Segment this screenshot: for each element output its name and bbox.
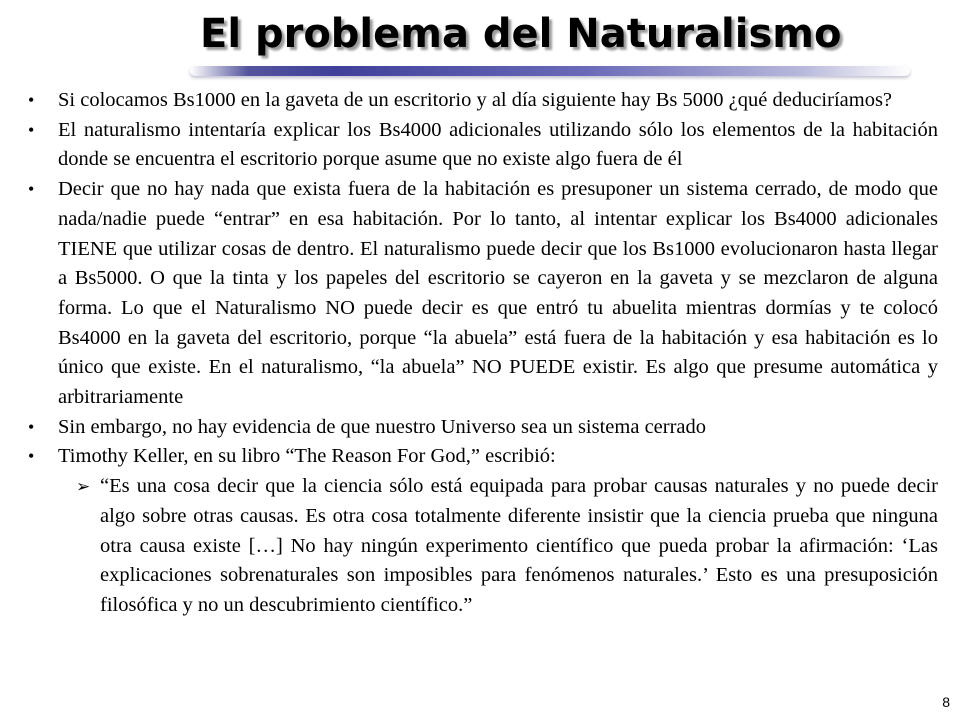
- title-underline-bar: [190, 66, 910, 76]
- arrow-bullet-icon: ➢: [76, 477, 91, 497]
- page-number: 8: [942, 694, 950, 710]
- bullet-text: Decir que no hay nada que exista fuera de la habitación es presuponer un sistema cerrado, de modo que nada/nadie puede “entrar” en esa habitación. Por lo tanto, al intentar explicar los Bs4000 adicionales TIENE que utilizar cosas de dentro. El naturalismo puede decir que los Bs1000 evolucionaron hasta llegar a Bs5000. O que la tinta y los papeles del escritorio se cayeron en la gaveta y se mezclaron de alguna forma. Lo que el Naturalismo NO puede decir es que entró tu abuelita mientras dormías y te colocó Bs4000 en la gaveta del escritorio, porque “la abuela” está fuera de la habitación y esa habitación es lo único que existe. En el naturalismo, “la abuela” NO PUEDE existir. Es algo que presume automática y arbitrariamente: [58, 178, 938, 409]
- quote-item: [76, 472, 938, 621]
- bullet-text: Si colocamos Bs1000 en la gaveta de un escritorio y al día siguiente hay Bs 5000 ¿qué deduciríamos?: [58, 89, 893, 111]
- bullet-text: Sin embargo, no hay evidencia de que nuestro Universo sea un sistema cerrado: [58, 415, 707, 438]
- bullet-dot-icon: •: [28, 119, 35, 140]
- bullet-dot-icon: •: [28, 446, 35, 467]
- bullet-dot-icon: •: [28, 416, 35, 437]
- bullet-dot-icon: •: [28, 179, 35, 200]
- slide-title: El problema del Naturalismo: [200, 11, 842, 57]
- bullet-item: [24, 175, 938, 413]
- bullet-item: [24, 86, 938, 116]
- bullet-item: [24, 413, 938, 443]
- bullet-text: El naturalismo intentaría explicar los Bs4000 adicionales utilizando sólo los elementos de la habitación donde se encuentra el escritorio porque asume que no existe algo fuera de él: [58, 118, 938, 171]
- quote-text: “Es una cosa decir que la ciencia sólo está equipada para probar causas naturales y no puede decir algo sobre otras causas. Es otra cosa totalmente diferente insistir que la ciencia prueba que ninguna otra causa existe […] No hay ningún experimento científico que pueda probar la afirmación: ‘Las explicaciones sobrenaturales son imposibles para fenómenos naturales.’ Esto es una presuposición filosófica y no un descubrimiento científico.”: [100, 475, 938, 616]
- bullet-list: [24, 86, 938, 621]
- bullet-text: Timothy Keller, en su libro “The Reason For God,” escribió:: [58, 445, 556, 468]
- bullet-item: [24, 116, 938, 175]
- bullet-item: [24, 442, 938, 472]
- bullet-dot-icon: •: [28, 90, 35, 110]
